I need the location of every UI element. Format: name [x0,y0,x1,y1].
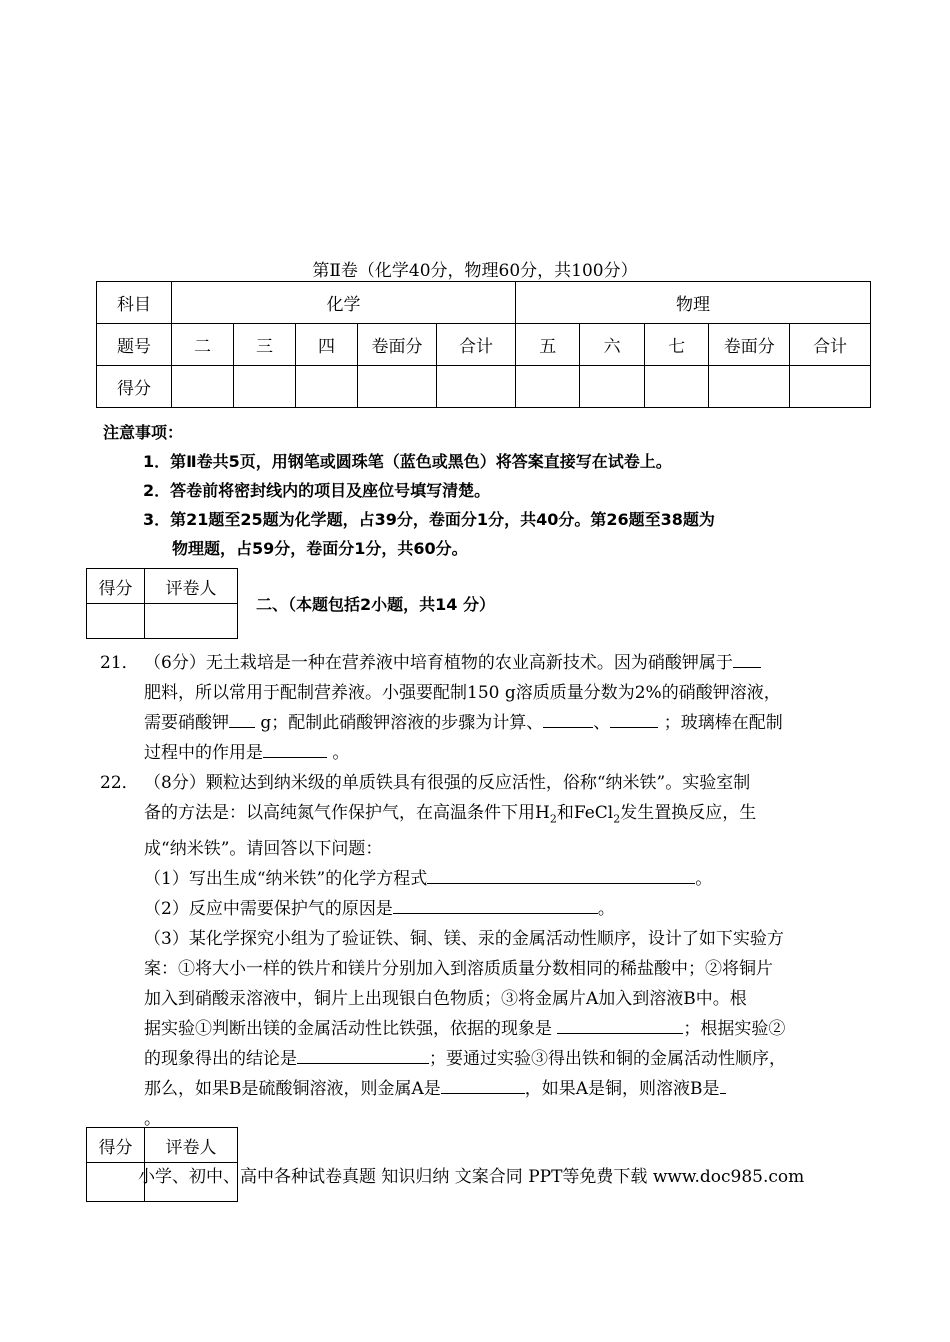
section-heading: 二、（本题包括2小题，共14 分） [256,595,495,614]
q22-text: ；要通过实验③得出铁和铜的金属活动性顺序， [429,1049,786,1070]
grader-score-cell[interactable] [87,604,145,639]
score-cell[interactable] [709,366,790,408]
answer-blank[interactable] [393,895,598,914]
note-item: 3．第21题至25题为化学题，占39分，卷面分1分，共40分。第26题至38题为 [143,510,715,529]
q21-text: 、 [593,713,611,733]
q22-text: 。 [695,869,713,890]
answer-blank[interactable] [297,1045,429,1064]
q22-line: （3）某化学探究小组为了验证铁、铜、镁、汞的金属活动性顺序，设计了如下实验方 [144,929,784,950]
q22-text: ，如果A是铜，则溶液B是 [524,1079,720,1100]
q22-text: 那么，如果B是硫酸铜溶液，则金属A是 [144,1079,441,1100]
q22-line: 案：①将大小一样的铁片和镁片分别加入到溶质质量分数相同的稀盐酸中；②将铜片 [144,959,773,980]
col-6: 六 [580,324,644,366]
answer-blank[interactable] [427,865,695,884]
q21-text: ；玻璃棒在配制 [663,713,783,733]
q22-text: （1）写出生成“纳米铁”的化学方程式 [144,869,428,890]
score-cell[interactable] [296,366,358,408]
physics-header: 物理 [516,282,871,324]
grader-score-label: 得分 [87,569,145,604]
grader-reviewer-cell[interactable] [145,604,238,639]
note-item-cont: 物理题，占59分，卷面分1分，共60分。 [172,539,468,558]
q22-line: 。 [144,1109,161,1130]
score-cell[interactable] [234,366,296,408]
q22-text: 发生置换反应，生 [620,803,757,823]
q22-text: 的现象得出的结论是 [144,1049,297,1070]
q22-text: ；根据实验② [683,1019,786,1040]
score-cell[interactable] [516,366,580,408]
question-22 [100,768,865,1134]
answer-blank[interactable] [263,739,327,758]
answer-blank[interactable] [557,1015,683,1034]
grader-reviewer-label: 评卷人 [145,1128,238,1163]
q21-text: 。 [332,743,350,763]
question-number: 21． [100,653,139,673]
score-cell[interactable] [437,366,516,408]
q22-text: 。 [597,899,615,920]
q22-line: 成“纳米铁”。请回答以下问题： [144,839,383,860]
answer-blank[interactable] [543,709,593,728]
q22-text: （2）反应中需要保护气的原因是 [144,899,393,920]
subscript: 2 [613,812,621,826]
col-2: 二 [172,324,234,366]
score-table [96,281,871,408]
subject-label: 科目 [97,282,172,324]
grader-score-cell[interactable] [87,1163,145,1202]
answer-blank[interactable] [610,709,658,728]
notes-heading: 注意事项： [103,423,184,442]
question-21 [100,648,865,768]
grader-reviewer-label: 评卷人 [145,569,238,604]
q22-text: 和FeCl [556,803,614,823]
q22-text: 据实验①判断出镁的金属活动性比铁强，依据的现象是 [144,1019,552,1040]
q21-text: 过程中的作用是 [144,743,263,763]
chemistry-header: 化学 [172,282,516,324]
col-phys-neat: 卷面分 [709,324,790,366]
note-item: 2．答卷前将密封线内的项目及座位号填写清楚。 [143,481,491,500]
subscript: 2 [549,812,557,826]
note-item: 1．第Ⅱ卷共5页，用钢笔或圆珠笔（蓝色或黑色）将答案直接写在试卷上。 [143,452,672,471]
score-cell[interactable] [580,366,644,408]
col-phys-total: 合计 [790,324,871,366]
col-chem-neat: 卷面分 [358,324,437,366]
col-5: 五 [516,324,580,366]
grader-box [86,568,238,639]
col-chem-total: 合计 [437,324,516,366]
q22-text: 备的方法是：以高纯氮气作保护气，在高温条件下用H [144,803,550,823]
score-cell[interactable] [790,366,871,408]
q21-text: 需要硝酸钾 [144,713,229,733]
score-cell[interactable] [358,366,437,408]
answer-blank[interactable] [229,709,255,728]
col-3: 三 [234,324,296,366]
q22-line: （8分）颗粒达到纳米级的单质铁具有很强的反应活性，俗称“纳米铁”。实验室制 [144,773,751,793]
score-cell[interactable] [644,366,708,408]
col-4: 四 [296,324,358,366]
q21-line: 肥料，所以常用于配制营养液。小强要配制150 g溶质质量分数为2%的硝酸钾溶液， [144,683,781,703]
answer-blank[interactable] [733,649,761,668]
question-no-label: 题号 [97,324,172,366]
question-number: 22． [100,773,139,793]
footer-watermark: 小学、初中、高中各种试卷真题 知识归纳 文案合同 PPT等免费下载 www.doc985.com [138,1167,805,1187]
q21-text: g；配制此硝酸钾溶液的步骤为计算、 [260,713,544,733]
answer-blank[interactable] [720,1075,726,1094]
score-cell[interactable] [172,366,234,408]
q21-line: （6分）无土栽培是一种在营养液中培育植物的农业高新技术。因为硝酸钾属于 [144,653,733,673]
q22-line: 加入到硝酸汞溶液中，铜片上出现银白色物质；③将金属片A加入到溶液B中。根 [144,989,747,1010]
answer-blank[interactable] [441,1075,525,1094]
notes [103,418,873,563]
page-title: 第Ⅱ卷（化学40分，物理60分，共100分） [312,261,638,281]
col-7: 七 [644,324,708,366]
grader-score-label: 得分 [87,1128,145,1163]
score-label: 得分 [97,366,172,408]
